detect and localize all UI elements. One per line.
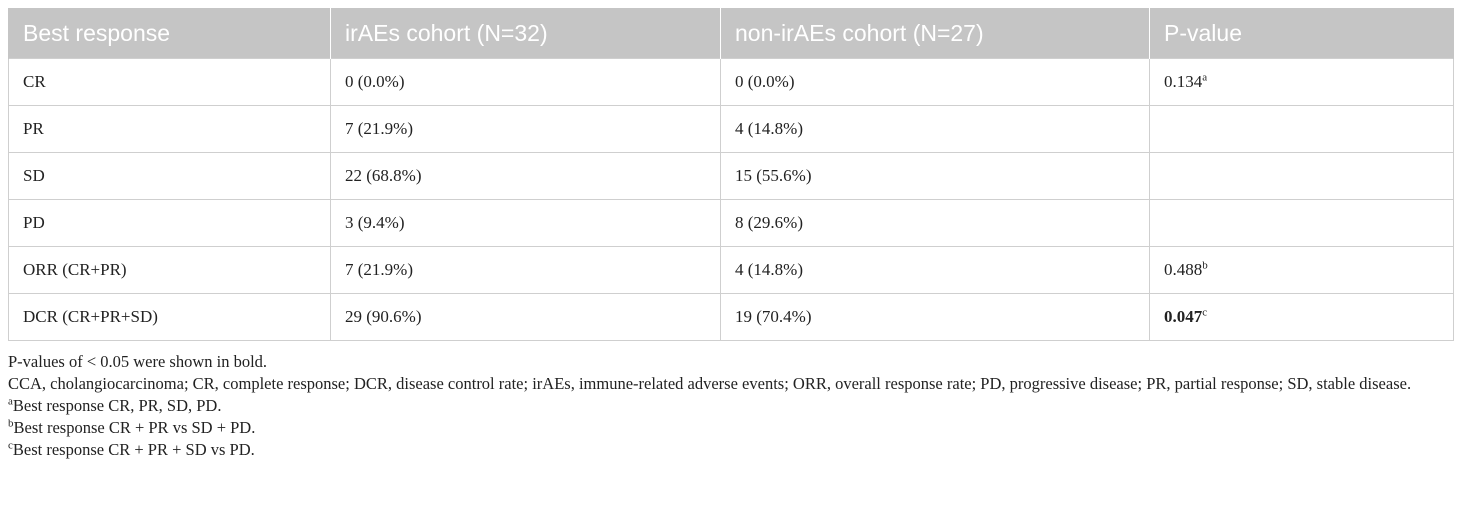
best-response-table: [8, 8, 1454, 341]
cell-best-response: PD: [9, 200, 331, 247]
cell-non-iraes: 4 (14.8%): [721, 247, 1150, 294]
p-value-footnote-mark: b: [1202, 259, 1208, 272]
table-notes: [8, 351, 1453, 461]
footnote-text: Best response CR, PR, SD, PD.: [12, 396, 222, 415]
table-row: [9, 200, 1454, 247]
cell-iraes: 7 (21.9%): [331, 247, 721, 294]
footnote: [8, 439, 1453, 461]
cell-non-iraes: 0 (0.0%): [721, 59, 1150, 106]
footnotes: [8, 395, 1453, 461]
cell-iraes: 0 (0.0%): [331, 59, 721, 106]
p-value-footnote-mark: c: [1202, 306, 1208, 319]
cell-iraes: 22 (68.8%): [331, 153, 721, 200]
table-row: [9, 59, 1454, 106]
cell-best-response: SD: [9, 153, 331, 200]
cell-iraes: 29 (90.6%): [331, 294, 721, 341]
cell-p-value: [1150, 200, 1454, 247]
cell-best-response: DCR (CR+PR+SD): [9, 294, 331, 341]
cell-best-response: PR: [9, 106, 331, 153]
header-best-response: Best response: [9, 8, 331, 59]
header-non-iraes-cohort: non-irAEs cohort (N=27): [721, 8, 1150, 59]
footnote-mark: b: [8, 417, 14, 430]
p-value-footnote-mark: a: [1202, 71, 1208, 84]
cell-p-value: [1150, 294, 1454, 341]
cell-p-value: [1150, 247, 1454, 294]
cell-iraes: 3 (9.4%): [331, 200, 721, 247]
footnote-text: Best response CR + PR + SD vs PD.: [12, 440, 255, 459]
footnote-mark: c: [8, 439, 13, 452]
footnote: [8, 395, 1453, 417]
footnote-text: Best response CR + PR vs SD + PD.: [13, 418, 256, 437]
cell-non-iraes: 4 (14.8%): [721, 106, 1150, 153]
cell-p-value: [1150, 59, 1454, 106]
p-value-text: 0.488: [1164, 260, 1203, 279]
p-value-text: 0.134: [1164, 72, 1203, 91]
cell-non-iraes: 15 (55.6%): [721, 153, 1150, 200]
table-header-row: [9, 8, 1454, 59]
cell-p-value: [1150, 106, 1454, 153]
bold-note: P-values of < 0.05 were shown in bold.: [8, 352, 268, 371]
p-value-text: 0.047: [1164, 307, 1203, 326]
header-p-value: P-value: [1150, 8, 1454, 59]
footnote: [8, 417, 1453, 439]
cell-non-iraes: 19 (70.4%): [721, 294, 1150, 341]
header-iraes-cohort: irAEs cohort (N=32): [331, 8, 721, 59]
results-table-container: [8, 8, 1453, 461]
cell-best-response: CR: [9, 59, 331, 106]
table-row: [9, 153, 1454, 200]
cell-best-response: ORR (CR+PR): [9, 247, 331, 294]
cell-p-value: [1150, 153, 1454, 200]
footnote-mark: a: [8, 395, 13, 408]
cell-non-iraes: 8 (29.6%): [721, 200, 1150, 247]
table-row: [9, 106, 1454, 153]
table-row: [9, 247, 1454, 294]
table-row: [9, 294, 1454, 341]
abbreviations-note: CCA, cholangiocarcinoma; CR, complete response; DCR, disease control rate; irAEs, immune-related adverse events; ORR, overall response rate; PD, progressive disease; PR, partial response; SD, stable disease.: [8, 374, 1412, 393]
cell-iraes: 7 (21.9%): [331, 106, 721, 153]
